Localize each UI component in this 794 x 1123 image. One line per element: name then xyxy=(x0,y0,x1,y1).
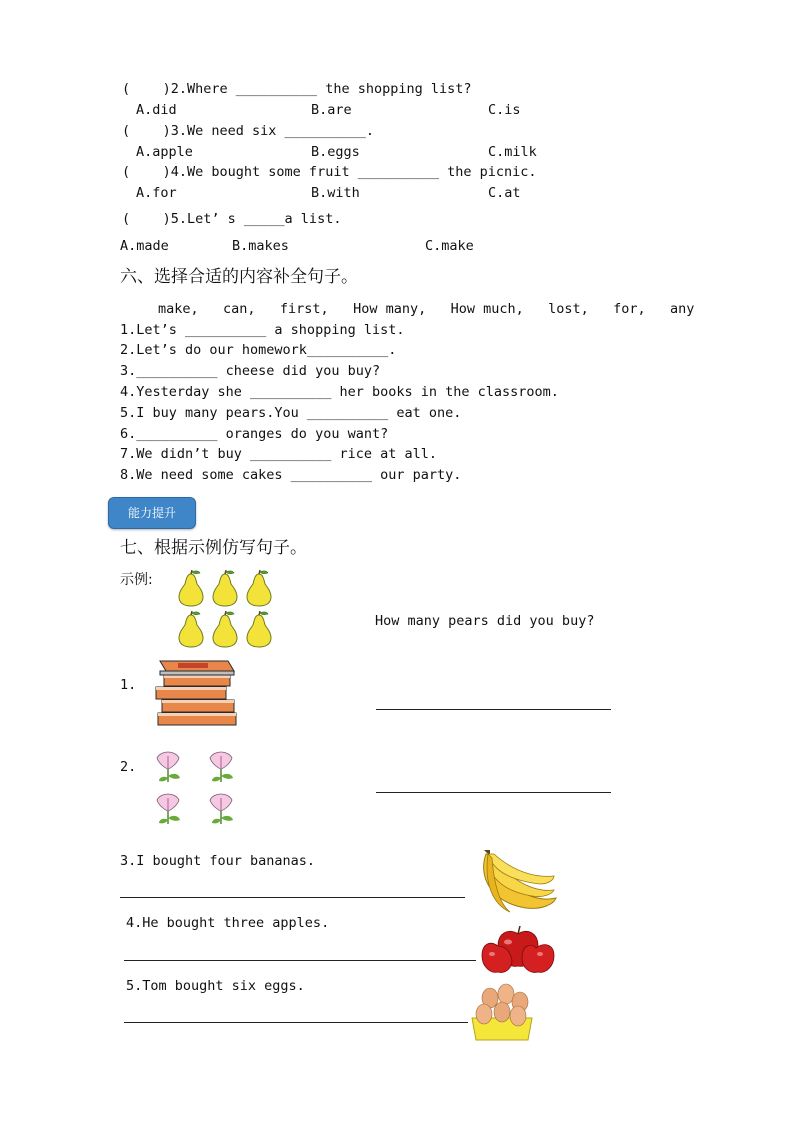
item-2-number: 2. xyxy=(120,759,137,775)
option-4c: C.at xyxy=(488,185,521,201)
option-5b: B.makes xyxy=(232,238,289,254)
ability-badge: 能力提升 xyxy=(108,497,196,529)
question-5: ( )5.Let’ s _____a list. xyxy=(122,211,342,227)
option-5c: C.make xyxy=(425,238,474,254)
question-4: ( )4.We bought some fruit __________ the picnic. xyxy=(122,164,537,180)
example-sentence: How many pears did you buy? xyxy=(375,613,595,629)
apples-image xyxy=(480,926,556,976)
item-5-sentence: 5.Tom bought six eggs. xyxy=(126,978,305,994)
option-2c: C.is xyxy=(488,102,521,118)
item-4-sentence: 4.He bought three apples. xyxy=(126,915,330,931)
flowers-image xyxy=(150,746,246,828)
option-5a: A.made xyxy=(120,238,169,254)
option-2a: A.did xyxy=(136,102,177,118)
option-4a: A.for xyxy=(136,185,177,201)
answer-line-1[interactable] xyxy=(376,709,611,710)
fill-item-8: 8.We need some cakes __________ our party. xyxy=(120,467,462,483)
word-bank: make, can, first, How many, How much, lost, for, any xyxy=(158,301,695,317)
answer-line-5[interactable] xyxy=(124,1022,468,1023)
option-3c: C.milk xyxy=(488,144,537,160)
pears-image xyxy=(174,568,278,650)
item-1-number: 1. xyxy=(120,677,137,693)
answer-line-3[interactable] xyxy=(120,897,465,898)
example-label: 示例: xyxy=(120,572,153,588)
answer-line-2[interactable] xyxy=(376,792,611,793)
option-2b: B.are xyxy=(311,102,352,118)
question-3: ( )3.We need six __________. xyxy=(122,123,374,139)
fill-item-1: 1.Let’s __________ a shopping list. xyxy=(120,322,405,338)
option-4b: B.with xyxy=(311,185,360,201)
section-6-title: 六、选择合适的内容补全句子。 xyxy=(120,267,358,287)
books-image xyxy=(154,657,240,729)
fill-item-2: 2.Let’s do our homework__________. xyxy=(120,342,397,358)
answer-line-4[interactable] xyxy=(124,960,476,961)
fill-item-4: 4.Yesterday she __________ her books in the classroom. xyxy=(120,384,559,400)
fill-item-7: 7.We didn’t buy __________ rice at all. xyxy=(120,446,437,462)
fill-item-5: 5.I buy many pears.You __________ eat one. xyxy=(120,405,462,421)
question-2: ( )2.Where __________ the shopping list? xyxy=(122,81,472,97)
option-3b: B.eggs xyxy=(311,144,360,160)
eggs-image xyxy=(470,982,534,1044)
option-3a: A.apple xyxy=(136,144,193,160)
bananas-image xyxy=(470,846,558,914)
item-3-sentence: 3.I bought four bananas. xyxy=(120,853,316,869)
fill-item-3: 3.__________ cheese did you buy? xyxy=(120,363,381,379)
section-7-title: 七、根据示例仿写句子。 xyxy=(120,538,307,558)
fill-item-6: 6.__________ oranges do you want? xyxy=(120,426,389,442)
